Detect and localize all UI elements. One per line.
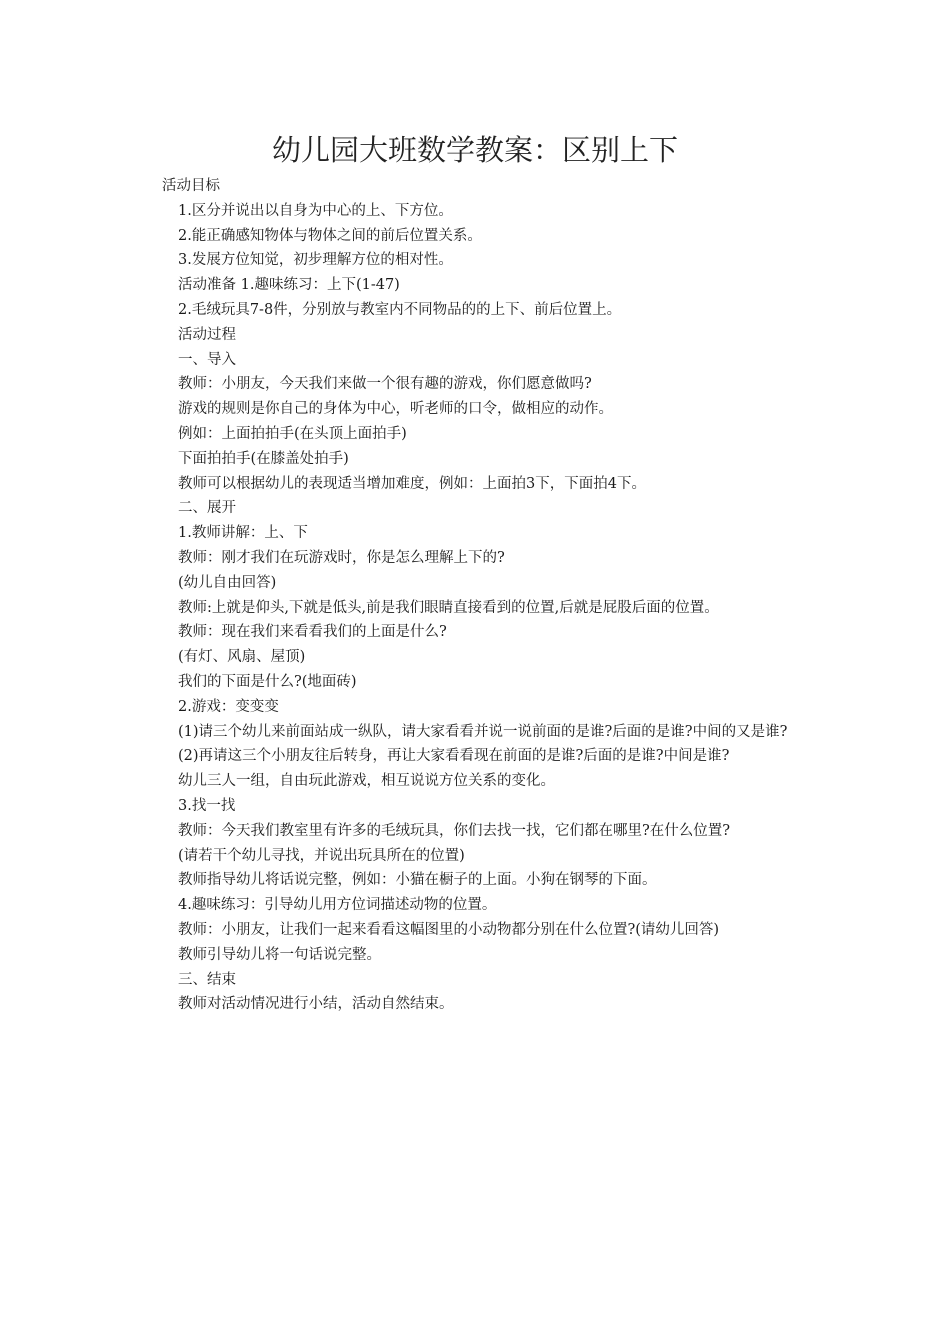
section-heading-process: 活动过程 <box>178 326 236 343</box>
paragraph-line: 2.游戏：变变变 <box>178 698 279 715</box>
paragraph-line: 教师：小朋友，今天我们来做一个很有趣的游戏，你们愿意做吗? <box>178 376 592 393</box>
document-body <box>146 174 826 1017</box>
paragraph-line: 1.教师讲解：上、下 <box>178 525 308 542</box>
paragraph-line: 教师指导幼儿将话说完整，例如：小猫在橱子的上面。小狗在钢琴的下面。 <box>178 872 657 889</box>
paragraph-line: 游戏的规则是你自己的身体为中心，听老师的口令，做相应的动作。 <box>178 401 613 418</box>
paragraph-line: (有灯、风扇、屋顶) <box>178 649 306 666</box>
paragraph-line: 例如：上面拍拍手(在头顶上面拍手) <box>178 425 407 442</box>
paragraph-line: 我们的下面是什么?(地面砖) <box>178 673 357 690</box>
section-heading-goals: 活动目标 <box>162 178 220 194</box>
document-title: 幼儿园大班数学教案：区别上下 <box>271 133 678 167</box>
paragraph-line: 教师对活动情况进行小结，活动自然结束。 <box>178 996 454 1013</box>
paragraph-line: 幼儿三人一组，自由玩此游戏，相互说说方位关系的变化。 <box>178 773 555 790</box>
paragraph-line: (2)再请这三个小朋友往后转身，再让大家看看现在前面的是谁?后面的是谁?中间是谁? <box>178 748 730 765</box>
paragraph-line: 3.发展方位知觉，初步理解方位的相对性。 <box>178 252 453 269</box>
paragraph-line: (幼儿自由回答) <box>178 574 277 591</box>
paragraph-line: 教师可以根据幼儿的表现适当增加难度，例如：上面拍3下，下面拍4下。 <box>178 475 646 492</box>
paragraph-line: 教师：小朋友，让我们一起来看看这幅图里的小动物都分别在什么位置?(请幼儿回答) <box>178 921 720 938</box>
paragraph-line: 下面拍拍手(在膝盖处拍手) <box>178 450 349 467</box>
paragraph-line: 教师引导幼儿将一句话说完整。 <box>178 946 381 963</box>
paragraph-line: 活动准备 1.趣味练习：上下(1-47) <box>178 277 400 294</box>
paragraph-line: 1.区分并说出以自身为中心的上、下方位。 <box>178 202 453 219</box>
paragraph-line: 2.毛绒玩具7-8件，分别放与教室内不同物品的的上下、前后位置上。 <box>178 301 622 318</box>
section-heading: 三、结束 <box>178 971 236 988</box>
paragraph-line: 教师：刚才我们在玩游戏时，你是怎么理解上下的? <box>178 549 505 566</box>
paragraph-line: 2.能正确感知物体与物体之间的前后位置关系。 <box>178 227 482 244</box>
paragraph-line: 教师：今天我们教室里有许多的毛绒玩具，你们去找一找，它们都在哪里?在什么位置? <box>178 822 731 839</box>
section-heading: 一、导入 <box>178 351 236 368</box>
paragraph-line: 教师:上就是仰头,下就是低头,前是我们眼睛直接看到的位置,后就是屁股后面的位置。 <box>178 599 719 616</box>
section-heading: 二、展开 <box>178 500 236 517</box>
paragraph-line: (1)请三个幼儿来前面站成一纵队，请大家看看并说一说前面的是谁?后面的是谁?中间的又是谁? <box>178 723 788 740</box>
paragraph-line: 4.趣味练习：引导幼儿用方位词描述动物的位置。 <box>178 897 497 914</box>
paragraph-line: 教师：现在我们来看看我们的上面是什么? <box>178 624 447 641</box>
paragraph-line: 3.找一找 <box>178 797 236 814</box>
paragraph-line: (请若干个幼儿寻找，并说出玩具所在的位置) <box>178 847 465 864</box>
